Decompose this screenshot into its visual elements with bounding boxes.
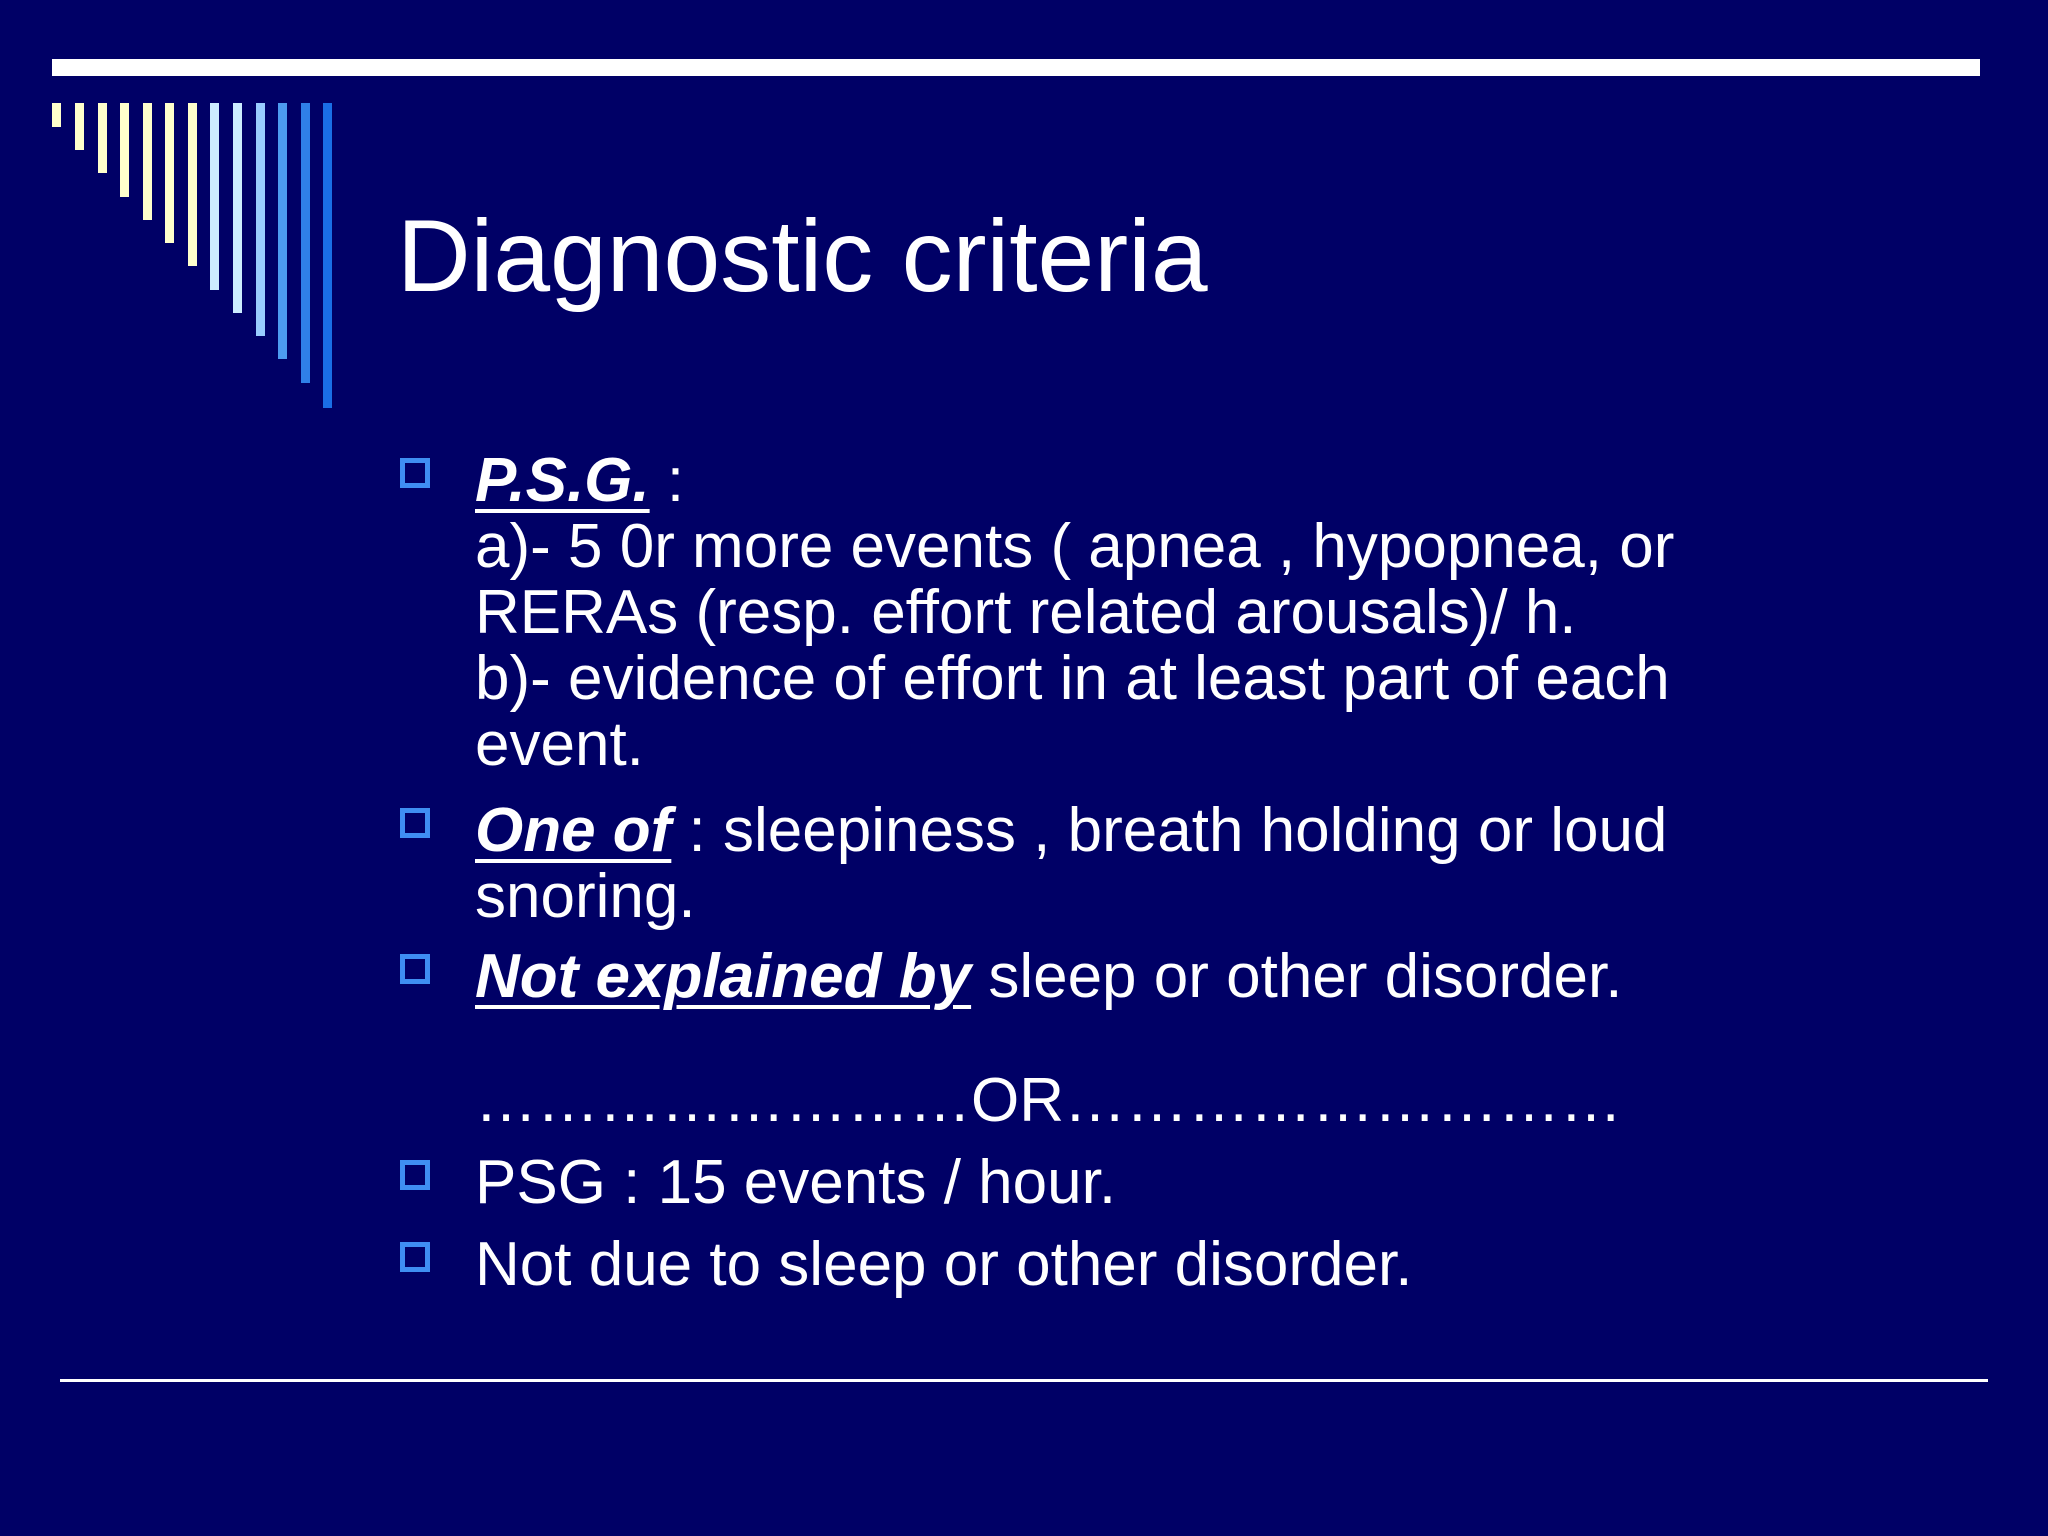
stripe <box>233 103 242 313</box>
bullet-one-of <box>400 798 1800 930</box>
bullet-first-line <box>475 798 1800 864</box>
bullet-psg <box>400 448 1800 778</box>
bullet-text: : <box>649 446 685 515</box>
square-bullet-icon <box>400 1160 430 1190</box>
bullet-not-due-to <box>400 1232 1800 1298</box>
slide-title: Diagnostic criteria <box>397 199 1208 313</box>
bullet-list <box>400 448 1800 1298</box>
stripe <box>75 103 84 150</box>
bullet-text: Not due to sleep or other disorder. <box>475 1230 1413 1299</box>
bullet-term: P.S.G. <box>475 446 650 515</box>
square-bullet-icon <box>400 808 430 838</box>
square-bullet-icon <box>400 1242 430 1272</box>
stripe <box>323 103 332 408</box>
stripe <box>120 103 129 197</box>
bullet-text: : sleepiness , breath holding or loud <box>671 796 1668 865</box>
square-bullet-icon <box>400 954 430 984</box>
bullet-psg-15-events <box>400 1150 1800 1216</box>
bullet-not-explained-by <box>400 944 1800 1010</box>
bullet-line: snoring. <box>475 862 696 931</box>
bottom-rule <box>60 1379 1988 1382</box>
stripe <box>210 103 219 290</box>
or-separator: ……………………OR……………………… <box>475 1066 1622 1135</box>
stripe <box>256 103 265 336</box>
bullet-text: sleep or other disorder. <box>971 942 1623 1011</box>
stripe <box>278 103 287 359</box>
bullet-first-line <box>475 944 1800 1010</box>
bullet-text: PSG : 15 events / hour. <box>475 1148 1117 1217</box>
stripe <box>143 103 152 220</box>
stripe <box>98 103 107 173</box>
stripe <box>165 103 174 243</box>
bullet-term: Not explained by <box>475 942 972 1011</box>
bullet-line: a)- 5 0r more events ( apnea , hypopnea, or <box>475 512 1675 581</box>
stripe <box>301 103 310 383</box>
bullet-term: One of <box>475 796 672 865</box>
bullet-line: b)- evidence of effort in at least part of each <box>475 644 1670 713</box>
square-bullet-icon <box>400 458 430 488</box>
stripe <box>52 103 61 127</box>
stripe <box>188 103 197 266</box>
bullet-line: event. <box>475 710 644 779</box>
top-rule <box>52 59 1980 76</box>
bullet-line: RERAs (resp. effort related arousals)/ h. <box>475 578 1577 647</box>
bullet-first-line <box>475 448 1800 514</box>
